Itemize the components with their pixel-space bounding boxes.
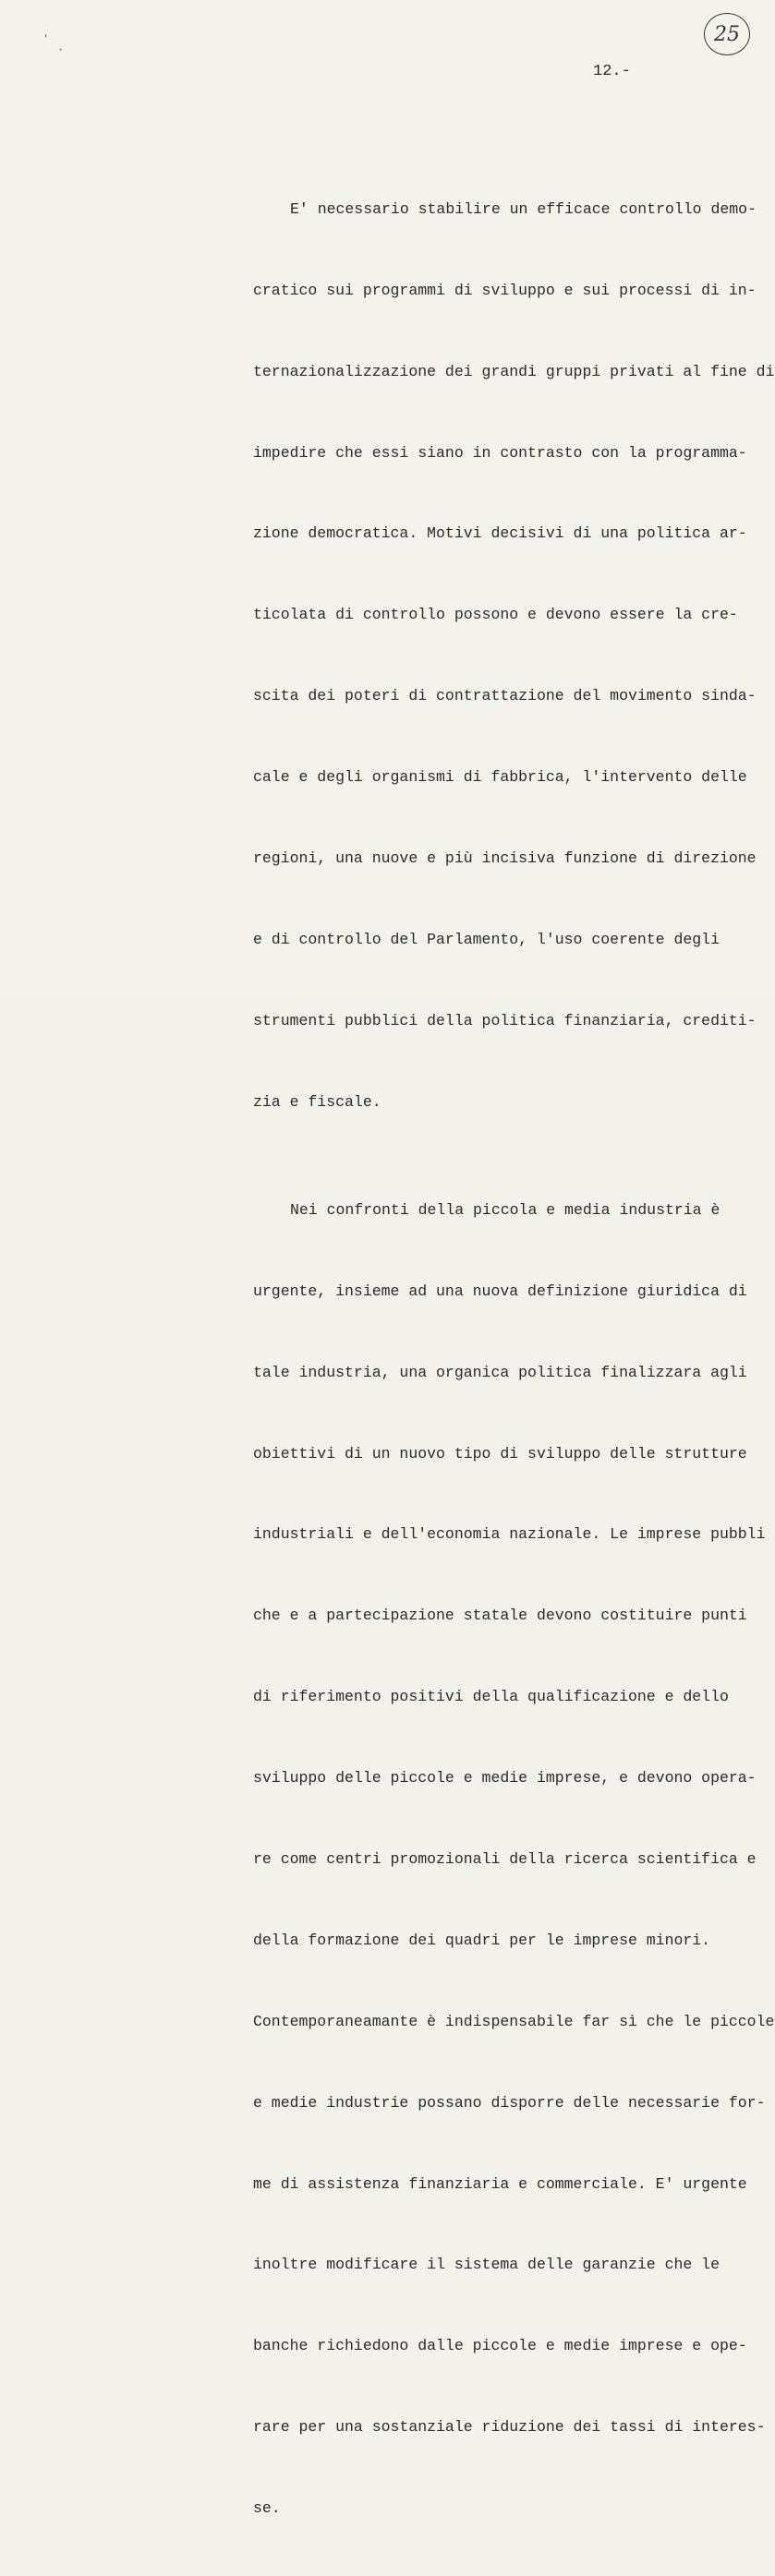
text-line: strumenti pubblici della politica finanziaria, crediti- (253, 1011, 757, 1029)
text-line: scita dei poteri di contrattazione del movimento sinda- (253, 687, 757, 705)
text-line: urgente, insieme ad una nuova definizione giuridica di (253, 1282, 747, 1300)
text-line: e medie industrie possano disporre delle necessarie for- (253, 2093, 766, 2112)
text-line: cratico sui programmi di sviluppo e sui processi di in- (253, 281, 757, 299)
text-line: ticolata di controllo possono e devono essere la cre- (253, 606, 738, 624)
text-line: obiettivi di un nuovo tipo di sviluppo delle strutture (253, 1444, 747, 1463)
text-line: Contemporaneamante è indispensabile far sì che le piccole (253, 2012, 775, 2030)
body-text (253, 114, 775, 2576)
text-line: impedire che essi siano in contrasto con la programma- (253, 443, 747, 462)
text-line: zione democratica. Motivi decisivi di una politica ar- (253, 524, 747, 543)
text-line: zia e fiscale. (253, 1092, 381, 1111)
text-line: che e a partecipazione statale devono costituire punti (253, 1607, 747, 1625)
speck: ' (42, 32, 50, 45)
text-line: della formazione dei quadri per le imprese minori. (253, 1931, 711, 1949)
text-line: di riferimento positivi della qualificazione e dello (253, 1688, 729, 1706)
text-line: cale e degli organismi di fabbrica, l'intervento delle (253, 768, 747, 787)
text-line: re come centri promozionali della ricerca scientifica e (253, 1850, 757, 1868)
page-number: 12.- (593, 63, 631, 80)
text-line: banche richiedono dalle piccole e medie imprese e ope- (253, 2337, 747, 2355)
text-line: rare per una sostanziale riduzione dei tassi di interes- (253, 2418, 766, 2437)
text-line: tale industria, una organica politica finalizzara agli (253, 1363, 747, 1381)
text-line: ternazionalizzazione dei grandi gruppi privati al fine di (253, 362, 775, 380)
text-line: regioni, una nuove e più incisiva funzione di direzione (253, 849, 757, 868)
text-line: Nei confronti della piccola e media industria è (290, 1200, 721, 1219)
folio-number: 25 (714, 22, 740, 46)
text-line: se. (253, 2499, 281, 2518)
text-line: me di assistenza finanziaria e commerciale. E' urgente (253, 2174, 747, 2193)
text-line: e di controllo del Parlamento, l'uso coerente degli (253, 930, 720, 948)
text-line: E' necessario stabilire un efficace controllo demo- (290, 199, 757, 218)
text-line: industriali e dell'economia nazionale. Le imprese pubbli (253, 1525, 766, 1544)
text-line: inoltre modificare il sistema delle garanzie che le (253, 2256, 720, 2274)
speck: · (57, 43, 65, 56)
text-line: sviluppo delle piccole e medie imprese, e devono opera- (253, 1769, 757, 1788)
paper-specks (42, 33, 64, 55)
folio-stamp (704, 13, 750, 55)
